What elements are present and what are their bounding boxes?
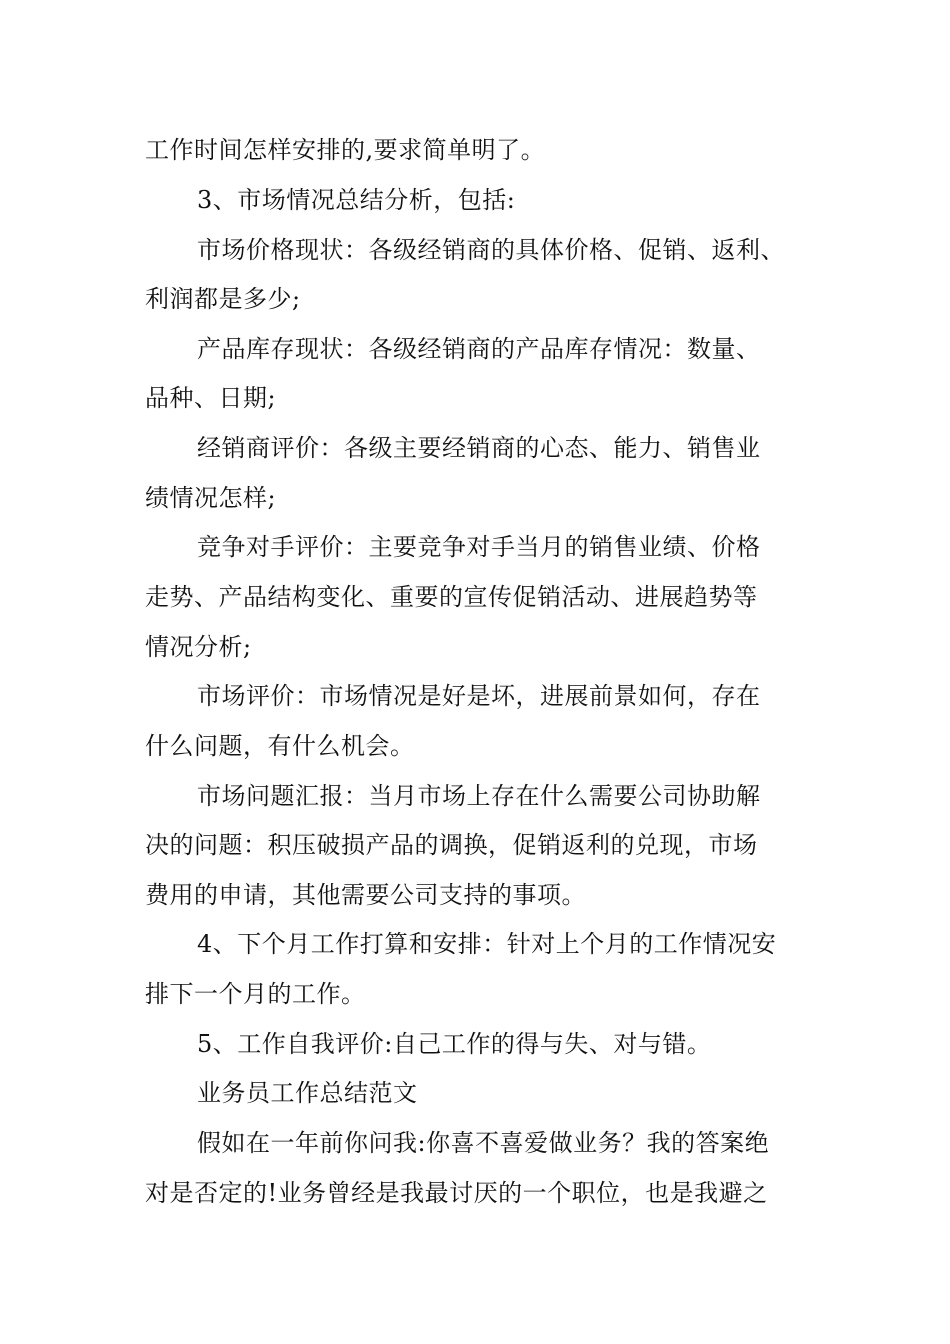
text-line: 假如在一年前你问我:你喜不喜爱做业务？我的答案绝 <box>197 1129 770 1157</box>
text-line: 利润都是多少; <box>145 285 301 313</box>
text-line: 市场问题汇报：当月市场上存在什么需要公司协助解 <box>197 782 761 810</box>
text-line: 品种、日期; <box>145 384 277 412</box>
text-line: 排下一个月的工作。 <box>145 980 366 1008</box>
text-line: 经销商评价：各级主要经销商的心态、能力、销售业 <box>197 434 761 462</box>
text-line: 竞争对手评价：主要竞争对手当月的销售业绩、价格 <box>197 533 761 561</box>
text-line: 情况分析; <box>145 633 252 661</box>
text-line: 5、工作自我评价:自己工作的得与失、对与错。 <box>197 1030 712 1058</box>
text-line: 绩情况怎样; <box>145 484 277 512</box>
text-line: 走势、产品结构变化、重要的宣传促销活动、进展趋势等 <box>145 583 758 611</box>
text-line: 决的问题：积压破损产品的调换，促销返利的兑现，市场 <box>145 831 758 859</box>
text-line: 产品库存现状：各级经销商的产品库存情况：数量、 <box>197 335 761 363</box>
text-line: 费用的申请，其他需要公司支持的事项。 <box>145 881 586 909</box>
text-line: 对是否定的!业务曾经是我最讨厌的一个职位，也是我避之 <box>145 1179 768 1207</box>
text-line: 什么问题，有什么机会。 <box>145 732 415 760</box>
section-heading: 业务员工作总结范文 <box>197 1079 418 1107</box>
text-line: 4、下个月工作打算和安排：针对上个月的工作情况安 <box>197 930 777 958</box>
text-line: 市场价格现状：各级经销商的具体价格、促销、返利、 <box>197 236 785 264</box>
text-line: 3、市场情况总结分析，包括: <box>197 186 516 214</box>
text-line: 工作时间怎样安排的,要求简单明了。 <box>145 136 546 164</box>
text-line: 市场评价：市场情况是好是坏，进展前景如何，存在 <box>197 682 761 710</box>
